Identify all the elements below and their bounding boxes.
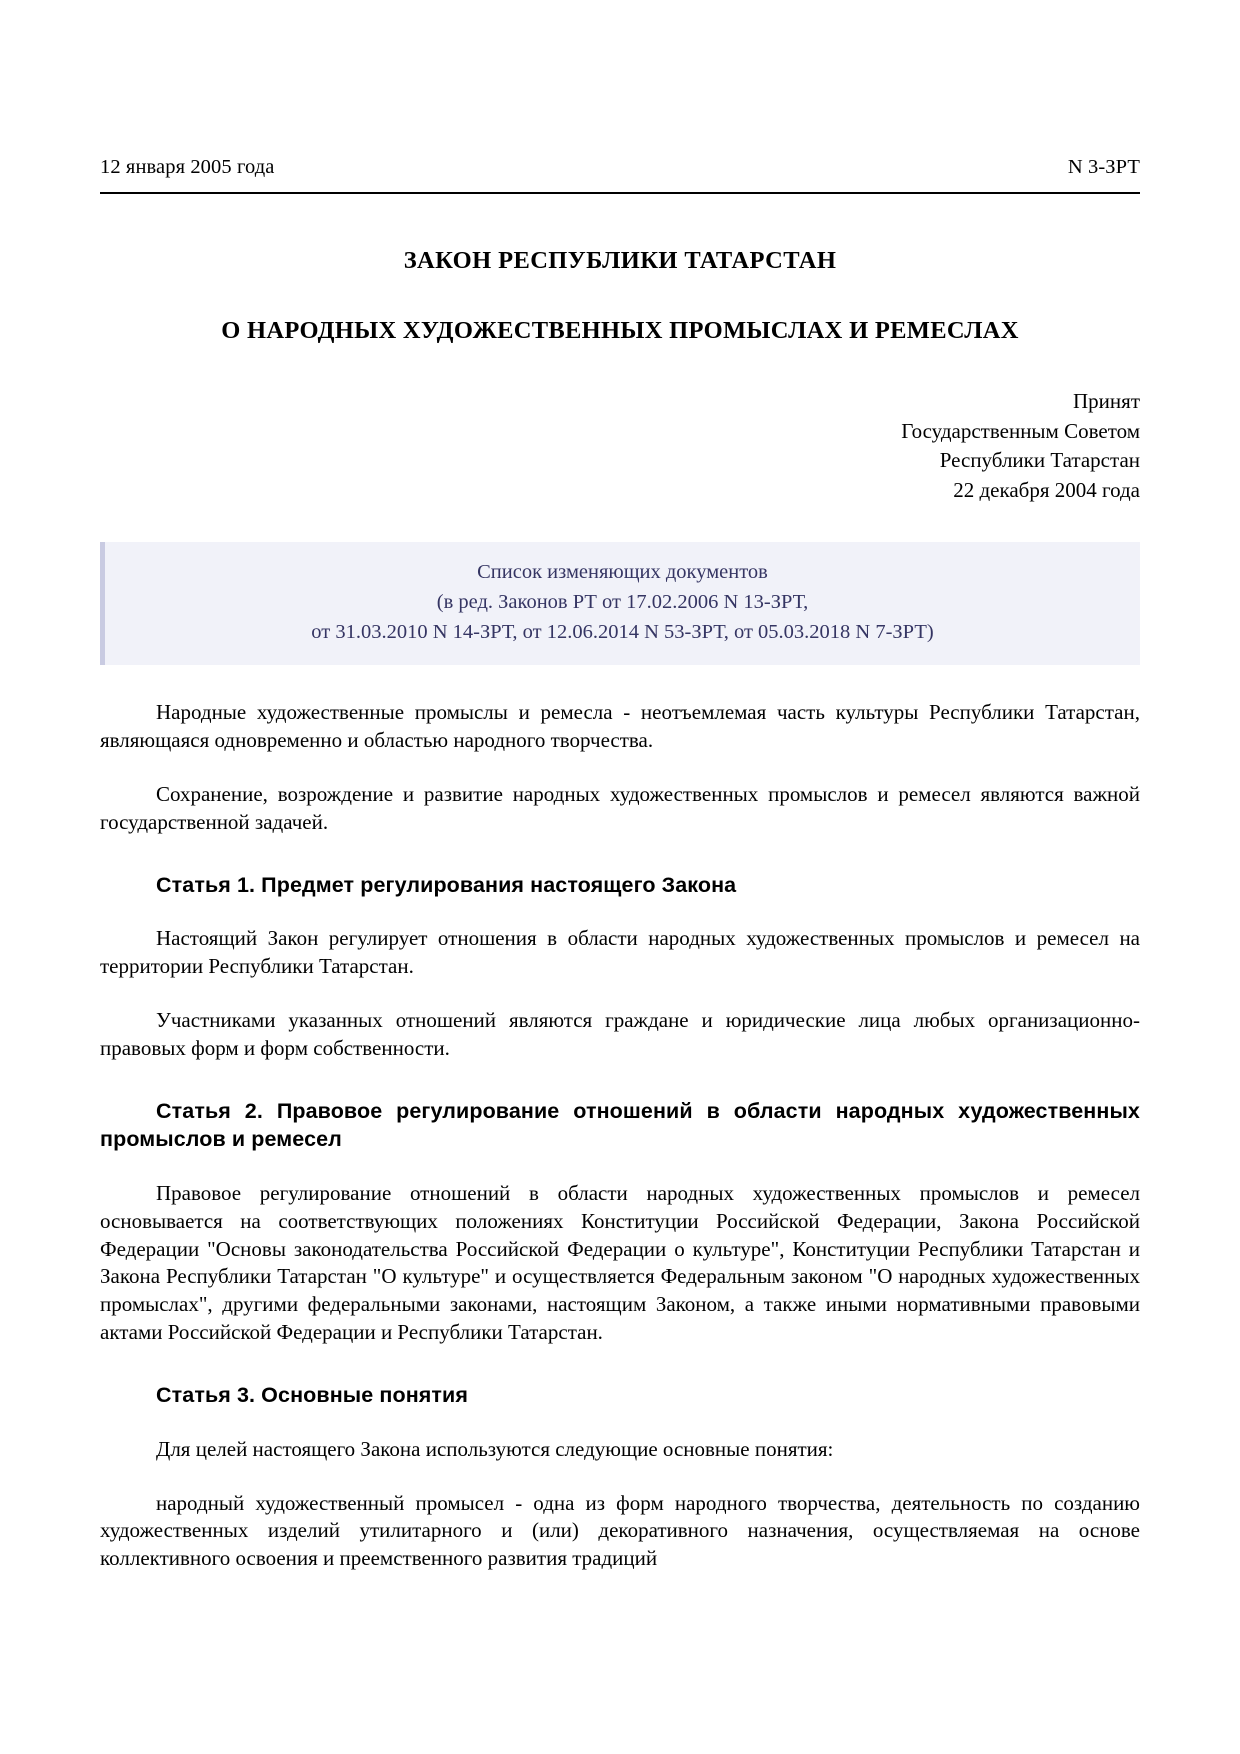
article-3-heading: Статья 3. Основные понятия (156, 1383, 469, 1408)
amendments-title: Список изменяющих документов (477, 561, 768, 584)
preamble-paragraph-2: Сохранение, возрождение и развитие народных художественных промыслов и ремесел являются важной государственной задачей. (100, 782, 1140, 834)
article-2-paragraph-1: Правовое регулирование отношений в области народных художественных промыслов и ремесел основывается на соответствующих положениях Конституции Российской Федерации, Закона Российской Федерации "Основы законодательства Российской Федерации о культуре", Конституции Республики Татарстан и Закона Республики Татарстан "О культуре" и осуществляется Федеральным законом "О народных художественных промыслах", другими федеральными законами, настоящим Законом, а также иными нормативными правовыми актами Российской Федерации и Республики Татарстан. (100, 1180, 1140, 1345)
document-date: 12 января 2005 года (100, 156, 275, 178)
adoption-block (100, 387, 1140, 506)
document-subtitle: О НАРОДНЫХ ХУДОЖЕСТВЕННЫХ ПРОМЫСЛАХ И РЕМЕСЛАХ (221, 317, 1019, 345)
amendments-line-1: (в ред. Законов РТ от 17.02.2006 N 13-ЗРТ, (436, 590, 809, 613)
article-3-paragraph-2: народный художественный промысел - одна из форм народного творчества, деятельность по созданию художественных изделий утилитарного и (или) декоративного назначения, осуществляемая на основе коллективного освоения и преемственного развития традиций (100, 1490, 1140, 1571)
running-header (100, 156, 1140, 180)
adoption-line-2: Государственным Советом (901, 418, 1140, 443)
article-3-paragraph-1: Для целей настоящего Закона используются следующие основные понятия: (156, 1436, 834, 1461)
article-1-paragraph-2: Участниками указанных отношений являются граждане и юридические лица любых организационно-правовых форм и форм собственности. (100, 1008, 1140, 1061)
adoption-line-3: Республики Татарстан (939, 448, 1140, 473)
document-number: N 3-ЗРТ (1067, 156, 1140, 178)
adoption-line-4: 22 декабря 2004 года (953, 478, 1140, 503)
amendments-line-2: от 31.03.2010 N 14-ЗРТ, от 12.06.2014 N 53-ЗРТ, от 05.03.2018 N 7-ЗРТ) (311, 620, 934, 643)
amendments-box (100, 542, 1140, 665)
adoption-line-1: Принят (1073, 388, 1140, 413)
article-2-heading: Статья 2. Правовое регулирование отношений в области народных художественных промыслов и ремесел (100, 1098, 1140, 1152)
header-divider (100, 192, 1140, 194)
article-1-paragraph-1: Настоящий Закон регулирует отношения в области народных художественных промыслов и ремесел на территории Республики Татарстан. (100, 926, 1140, 979)
article-1-heading: Статья 1. Предмет регулирования настоящего Закона (156, 872, 737, 897)
document-title: ЗАКОН РЕСПУБЛИКИ ТАТАРСТАН (403, 246, 837, 274)
preamble-paragraph-1: Народные художественные промыслы и ремесла - неотъемлемая часть культуры Республики Татарстан, являющаяся одновременно и областью народного творчества. (100, 700, 1140, 753)
